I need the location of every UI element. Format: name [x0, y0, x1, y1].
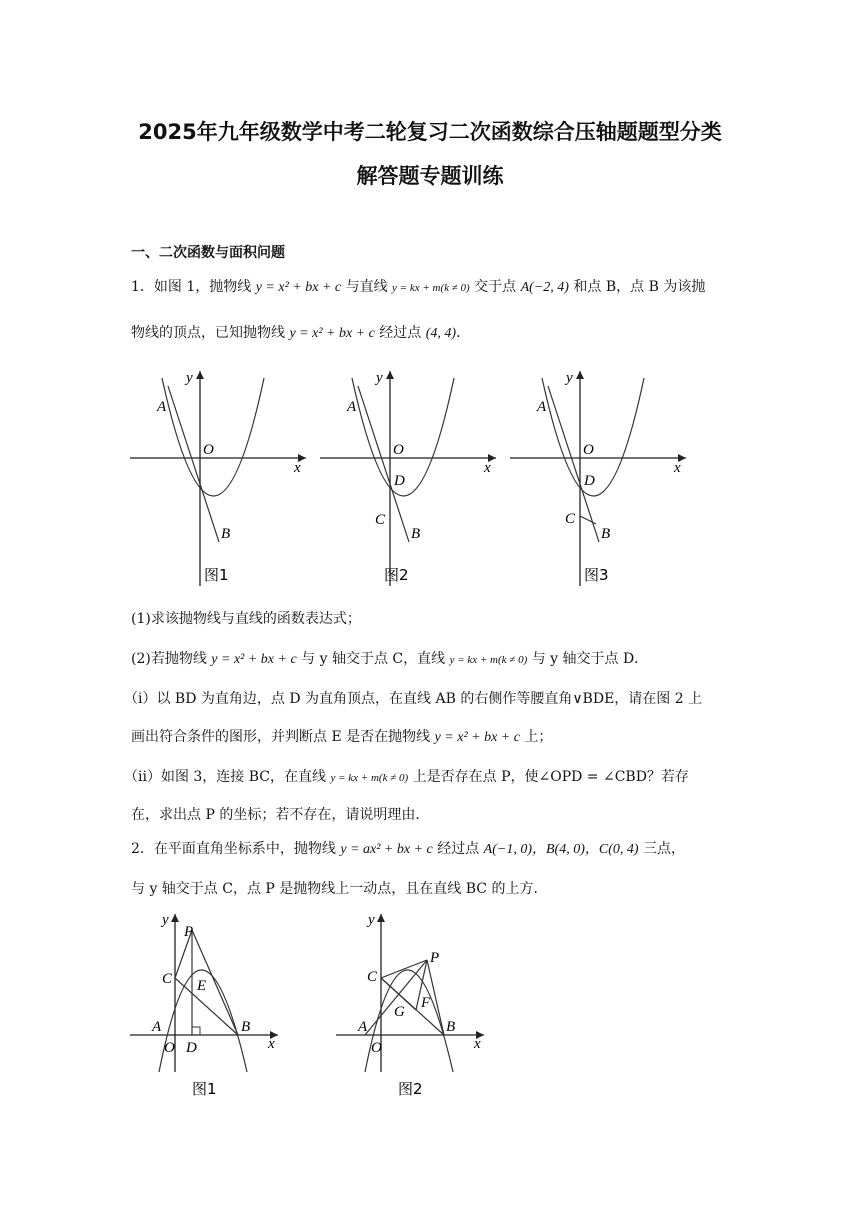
- label-y: y: [566, 370, 573, 386]
- label-x: x: [674, 460, 681, 476]
- label-O: O: [203, 442, 214, 458]
- label-y: y: [186, 370, 193, 386]
- label-G: G: [394, 1004, 405, 1020]
- label-C: C: [367, 969, 378, 985]
- q1-figure-3: [508, 366, 688, 588]
- label-B: B: [411, 526, 421, 542]
- label-B: B: [241, 1019, 251, 1035]
- label-y: y: [162, 912, 169, 928]
- caption: 图1: [204, 566, 229, 584]
- label-P: P: [430, 950, 440, 966]
- label-C: C: [375, 512, 386, 528]
- label-O: O: [583, 442, 594, 458]
- q1-part2-ii-line2: 在，求出点 P 的坐标；若不存在，请说明理由．: [131, 807, 430, 823]
- q1-line2: 物线的顶点，已知抛物线 y = x² + bx + c 经过点 (4, 4)．: [131, 325, 471, 341]
- doc-title-line1: 2025年九年级数学中考二轮复习二次函数综合压轴题题型分类: [138, 120, 722, 144]
- q2-figure-1: [128, 906, 288, 1102]
- label-x: x: [268, 1036, 275, 1052]
- q1-part2: (2)若抛物线 y = x² + bx + c 与 y 轴交于点 C，直线 y = kx + m(k ≠ 0) 与 y 轴交于点 D．: [131, 651, 649, 667]
- label-O: O: [164, 1040, 175, 1056]
- q1-figure-1: [128, 366, 308, 588]
- label-A: A: [537, 399, 547, 415]
- doc-title-line2: 解答题专题训练: [356, 164, 504, 188]
- caption: 图3: [584, 566, 609, 584]
- label-B: B: [601, 526, 611, 542]
- caption: 图2: [384, 566, 409, 584]
- q2-line2: 与 y 轴交于点 C，点 P 是抛物线上一动点，且在直线 BC 的上方．: [131, 881, 548, 897]
- label-B: B: [446, 1019, 456, 1035]
- label-P: P: [184, 924, 194, 940]
- label-D: D: [394, 473, 405, 489]
- label-x: x: [294, 460, 301, 476]
- label-O: O: [393, 442, 404, 458]
- q2-figure-2: [334, 906, 494, 1102]
- label-y: y: [376, 370, 383, 386]
- label-F: F: [421, 995, 431, 1011]
- q1-part2-i-line2: 画出符合条件的图形，并判断点 E 是否在抛物线 y = x² + bx + c 上；: [131, 729, 553, 745]
- q2-line1: 2．在平面直角坐标系中，抛物线 y = ax² + bx + c 经过点 A(−1, 0)，B(4, 0)，C(0, 4) 三点，: [131, 841, 685, 857]
- q1-part2-i-line1: （i）以 BD 为直角边，点 D 为直角顶点，在直线 AB 的右侧作等腰直角∨BDE，请在图 2 上: [124, 691, 703, 707]
- label-O: O: [371, 1040, 382, 1056]
- label-D: D: [186, 1040, 197, 1056]
- q1-figure-2: [318, 366, 498, 588]
- label-A: A: [152, 1019, 162, 1035]
- label-C: C: [565, 511, 576, 527]
- q1-part2-ii-line1: （ii）如图 3，连接 BC，在直线 y = kx + m(k ≠ 0) 上是否存在点 P，使∠OPD = ∠CBD？若存: [124, 769, 689, 785]
- q1-line1: 1．如图 1，抛物线 y = x² + bx + c 与直线 y = kx + m(k ≠ 0) 交于点 A(−2, 4) 和点 B，点 B 为该抛: [131, 279, 706, 295]
- label-x: x: [484, 460, 491, 476]
- label-D: D: [584, 473, 595, 489]
- label-x: x: [474, 1036, 481, 1052]
- caption: 图2: [398, 1080, 423, 1098]
- label-E: E: [197, 978, 207, 994]
- label-C: C: [162, 971, 173, 987]
- label-A: A: [157, 399, 167, 415]
- label-A: A: [347, 399, 357, 415]
- q1-part1: (1)求该抛物线与直线的函数表达式；: [131, 611, 361, 627]
- caption: 图1: [192, 1080, 217, 1098]
- label-B: B: [221, 526, 231, 542]
- label-y: y: [368, 912, 375, 928]
- section-heading: 一、二次函数与面积问题: [131, 245, 285, 261]
- label-A: A: [358, 1019, 368, 1035]
